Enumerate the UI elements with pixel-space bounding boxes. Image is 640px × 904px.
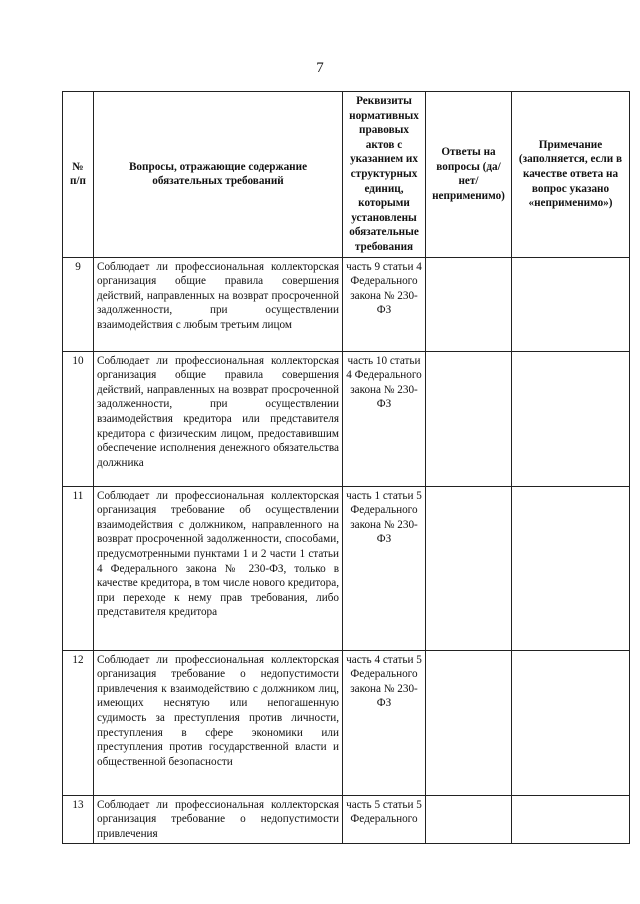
row-reference: часть 5 статьи 5 Федерального [343,795,426,844]
header-note [512,92,630,258]
row-answer-cell [426,351,512,486]
row-answer-cell [426,257,512,351]
header-requisites-text: Реквизиты нормативных правовых актов с указанием их структурных единиц, которыми установлены обязательные требования [349,95,419,253]
row-question: Соблюдает ли профессиональная коллекторская организация требование о недопустимости привлечения [94,795,343,844]
header-note-text: Примечание (заполняется, если в качестве ответа на вопрос указано «неприменимо») [518,138,623,210]
table-row [63,795,630,844]
row-number: 11 [63,486,94,650]
row-answer-cell [426,650,512,795]
row-reference: часть 9 статьи 4 Федерального закона № 230-ФЗ [343,257,426,351]
row-question: Соблюдает ли профессиональная коллекторская организация требование об осуществлении взаимодействия с должником, направленного на возврат просроченной задолженности, способами, предусмотренными пунктами 1 и 2 части 1 статьи 4 Федерального закона № 230-ФЗ, только в качестве кредитора, в том числе нового кредитора, при переходе к нему прав требования, либо представителя кредитора [94,486,343,650]
row-note-cell [512,351,630,486]
row-question: Соблюдает ли профессиональная коллекторская организация требование о недопустимости привлечения к взаимодействию с должником лиц, имеющих неснятую или непогашенную судимость за преступления против личности, преступления в сфере экономики или преступления против государственной власти и общественной безопасности [94,650,343,795]
table-row [63,351,630,486]
header-requisites [343,92,426,258]
row-answer-cell [426,795,512,844]
row-number: 10 [63,351,94,486]
row-answer-cell [426,486,512,650]
page-number: 7 [316,60,324,76]
header-questions [94,92,343,258]
header-answers-text: Ответы на вопросы (да/нет/ неприменимо) [432,146,505,202]
row-note-cell [512,795,630,844]
table-body [63,257,630,844]
table-row [63,257,630,351]
row-reference: часть 10 статьи 4 Федерального закона № 230-ФЗ [343,351,426,486]
header-answers [426,92,512,258]
table-header-row [63,92,630,258]
table-row [63,650,630,795]
row-note-cell [512,650,630,795]
row-number: 12 [63,650,94,795]
header-number [63,92,94,258]
row-note-cell [512,486,630,650]
row-number: 9 [63,257,94,351]
row-question: Соблюдает ли профессиональная коллекторская организация общие правила совершения действий, направленных на возврат просроченной задолженности, при осуществлении взаимодействия кредитора или представителя кредитора с физическим лицом, предоставившим обеспечение исполнения денежного обязательства должника [94,351,343,486]
row-reference: часть 4 статьи 5 Федерального закона № 230-ФЗ [343,650,426,795]
row-number: 13 [63,795,94,844]
header-questions-text: Вопросы, отражающие содержание обязательных требований [128,160,308,188]
row-note-cell [512,257,630,351]
header-number-text: № п/п [69,160,86,188]
requirements-table [62,91,630,844]
row-question: Соблюдает ли профессиональная коллекторская организация общие правила совершения действий, направленных на возврат просроченной задолженности, при осуществлении взаимодействия с любым третьим лицом [94,257,343,351]
table-row [63,486,630,650]
row-reference: часть 1 статьи 5 Федерального закона № 230-ФЗ [343,486,426,650]
